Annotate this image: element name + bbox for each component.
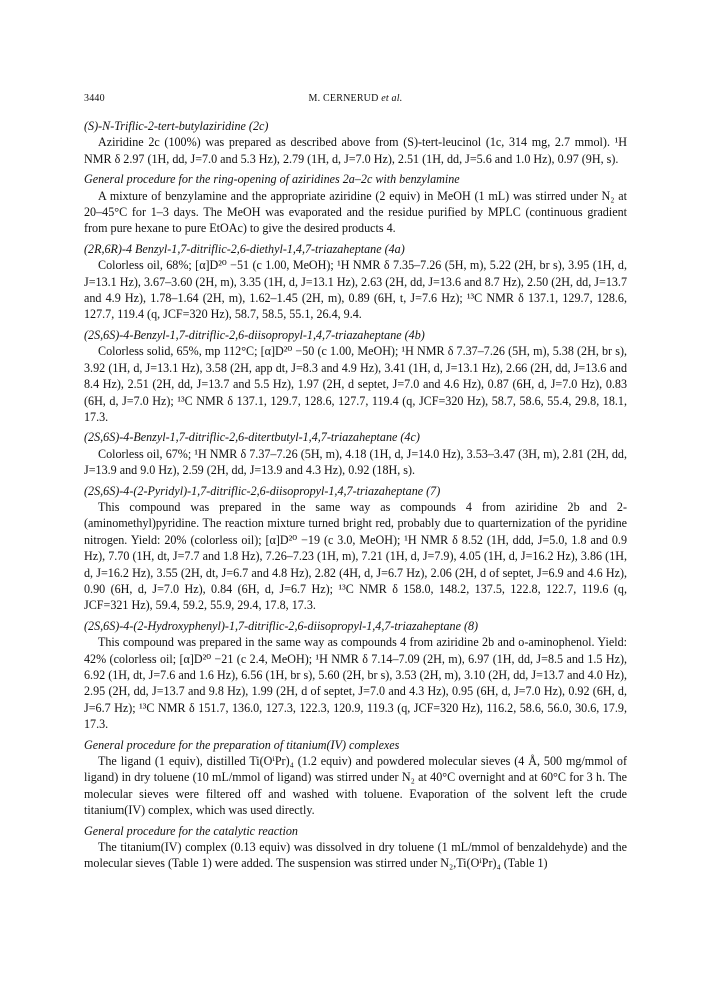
- section-heading: (2S,6S)-4-(2-Pyridyl)-1,7-ditriflic-2,6-diisopropyl-1,4,7-triazaheptane (7): [84, 483, 441, 498]
- paragraph: Colorless solid, 65%, mp 112°C; [α]D²⁰ −50 (c 1.00, MeOH); ¹H NMR δ 7.37–7.26 (5H, m), 5.38 (2H, br s), 3.92 (1H, d, J=13.1 Hz), 3.58 (2H, app dt, J=8.3 and 4.9 Hz), 3.41 (1H, d, J=13.1 Hz), 2.66 (2H, dd, J=13.6 and 8.4 Hz), 2.51 (2H, dd, J=13.7 and 5.5 Hz), 1.97 (2H, d septet, J=7.0 and 4.6 Hz), 0.87 (6H, d, J=7.0 Hz), 0.83 (6H, d, J=7.0 Hz); ¹³C NMR δ 137.1, 129.7, 128.6, 127.7, 119.4 (q, JCF=320 Hz), 58.7, 58.6, 55.4, 29.8, 18.1, 17.3.: [84, 344, 627, 424]
- section-heading: (2S,6S)-4-Benzyl-1,7-ditriflic-2,6-diisopropyl-1,4,7-triazaheptane (4b): [84, 327, 425, 342]
- section-heading: (S)-N-Triflic-2-tert-butylaziridine (2c): [84, 119, 269, 133]
- paragraph: Colorless oil, 68%; [α]D²⁰ −51 (c 1.00, MeOH); ¹H NMR δ 7.35–7.26 (5H, m), 5.22 (2H, br s), 3.95 (1H, d, J=13.1 Hz), 3.67–3.60 (2H, m), 3.35 (1H, d, J=13.1 Hz), 2.63 (2H, dd, J=13.6 and 8.7 Hz), 2.50 (2H, dd, J=13.7 and 4.9 Hz), 1.78–1.64 (2H, m), 1.62–1.45 (2H, m), 0.89 (6H, t, J=7.6 Hz); ¹³C NMR δ 137.1, 129.7, 128.6, 127.7, 119.4 (q, JCF=320 Hz), 58.7, 58.5, 55.1, 26.4, 9.4.: [84, 258, 627, 322]
- paragraph: Aziridine 2c (100%) was prepared as described above from (S)-tert-leucinol (1c, 314 mg, 2.7 mmol). ¹H NMR δ 2.97 (1H, dd, J=7.0 and 5.3 Hz), 2.79 (1H, d, J=7.0 Hz), 2.51 (1H, dd, J=5.6 and 1.0 Hz), 0.97 (9H, s).: [84, 135, 627, 166]
- section-heading: (2S,6S)-4-(2-Hydroxyphenyl)-1,7-ditriflic-2,6-diisopropyl-1,4,7-triazaheptane (8): [84, 618, 479, 633]
- paragraph: The ligand (1 equiv), distilled Ti(OⁱPr)₄ (1.2 equiv) and powdered molecular sieves (4 Å, 500 mg/mmol of ligand) in dry toluene (10 mL/mmol of ligand) was stirred under N₂ at 40°C overnight and at 60°C for 3 h. The molecular sieves were filtered off and washed with toluene. Evaporation of the solvent left the crude titanium(IV) complex, which was used directly.: [84, 754, 627, 818]
- experimental-text: [84, 118, 627, 872]
- section-heading: (2R,6R)-4 Benzyl-1,7-ditriflic-2,6-diethyl-1,4,7-triazaheptane (4a): [84, 241, 405, 256]
- section-heading: General procedure for the catalytic reaction: [84, 823, 298, 838]
- page-number: 3440: [84, 93, 105, 104]
- section-heading: (2S,6S)-4-Benzyl-1,7-ditriflic-2,6-ditertbutyl-1,4,7-triazaheptane (4c): [84, 430, 420, 445]
- running-header: [84, 93, 627, 107]
- paragraph: A mixture of benzylamine and the appropriate aziridine (2 equiv) in MeOH (1 mL) was stirred under N₂ at 20–45°C for 1–3 days. The MeOH was evaporated and the residue purified by MPLC (continuous gradient from pure hexane to pure EtOAc) to give the desired products 4.: [84, 188, 627, 236]
- paragraph: Colorless oil, 67%; ¹H NMR δ 7.37–7.26 (5H, m), 4.18 (1H, d, J=14.0 Hz), 3.53–3.47 (3H, m), 2.81 (2H, dd, J=13.9 and 9.0 Hz), 2.59 (2H, dd, J=13.9 and 4.3 Hz), 0.92 (18H, s).: [84, 446, 627, 478]
- running-head-authors: M. CERNERUD: [308, 93, 379, 104]
- paragraph: The titanium(IV) complex (0.13 equiv) was dissolved in dry toluene (1 mL/mmol of benzaldehyde) and the molecular sieves (Table 1) were added. The suspension was stirred under N₂,Ti(OⁱPr)₄ (Table 1): [84, 840, 627, 871]
- section-heading: General procedure for the ring-opening of aziridines 2a–2c with benzylamine: [84, 172, 460, 187]
- running-head-suffix: et al.: [381, 93, 403, 104]
- section-heading: General procedure for the preparation of titanium(IV) complexes: [84, 737, 400, 752]
- paragraph: This compound was prepared in the same way as compounds 4 from aziridine 2b and o-aminophenol. Yield: 42% (colorless oil; [α]D²⁰ −21 (c 2.4, MeOH); ¹H NMR δ 7.14–7.09 (2H, m), 6.97 (1H, dd, J=8.5 and 1.5 Hz), 6.92 (1H, dt, J=7.6 and 1.6 Hz), 6.56 (1H, br s), 5.60 (2H, br s), 3.53 (2H, m), 3.10 (2H, dd, J=13.7 and 4.0 Hz), 2.95 (2H, dd, J=13.7 and 9.8 Hz), 1.99 (2H, d of septet, J=7.0 and 4.3 Hz), 0.95 (6H, d, J=7.0 Hz), 0.92 (6H, d, J=6.7 Hz); ¹³C NMR δ 151.7, 136.0, 127.3, 122.3, 120.9, 119.3 (q, JCF=320 Hz), 116.2, 58.6, 56.0, 30.6, 17.9, 17.3.: [84, 635, 627, 732]
- paragraph: This compound was prepared in the same way as compounds 4 from aziridine 2b and 2-(aminomethyl)pyridine. The reaction mixture turned bright red, probably due to quarternization of the pyridine nitrogen. Yield: 20% (colorless oil); [α]D²⁰ −19 (c 3.0, MeOH); ¹H NMR δ 8.52 (1H, ddd, J=5.0, 1.8 and 0.9 Hz), 7.70 (1H, dt, J=7.7 and 1.8 Hz), 7.26–7.23 (1H, m), 7.21 (1H, d, J=7.9), 4.05 (1H, d, J=16.2 Hz), 3.86 (1H, d, J=16.2 Hz), 3.55 (2H, dt, J=6.7 and 4.8 Hz), 2.82 (4H, d, J=6.7 Hz), 2.06 (2H, d of septet, J=6.9 and 4.6 Hz), 0.90 (6H, d, J=7.0 Hz), 0.84 (6H, d, J=6.7 Hz); ¹³C NMR δ 158.0, 148.2, 137.5, 122.8, 122.7, 119.6 (q, JCF=321 Hz), 59.4, 59.2, 55.9, 29.4, 17.8, 17.3.: [84, 499, 627, 613]
- running-head: [84, 93, 627, 104]
